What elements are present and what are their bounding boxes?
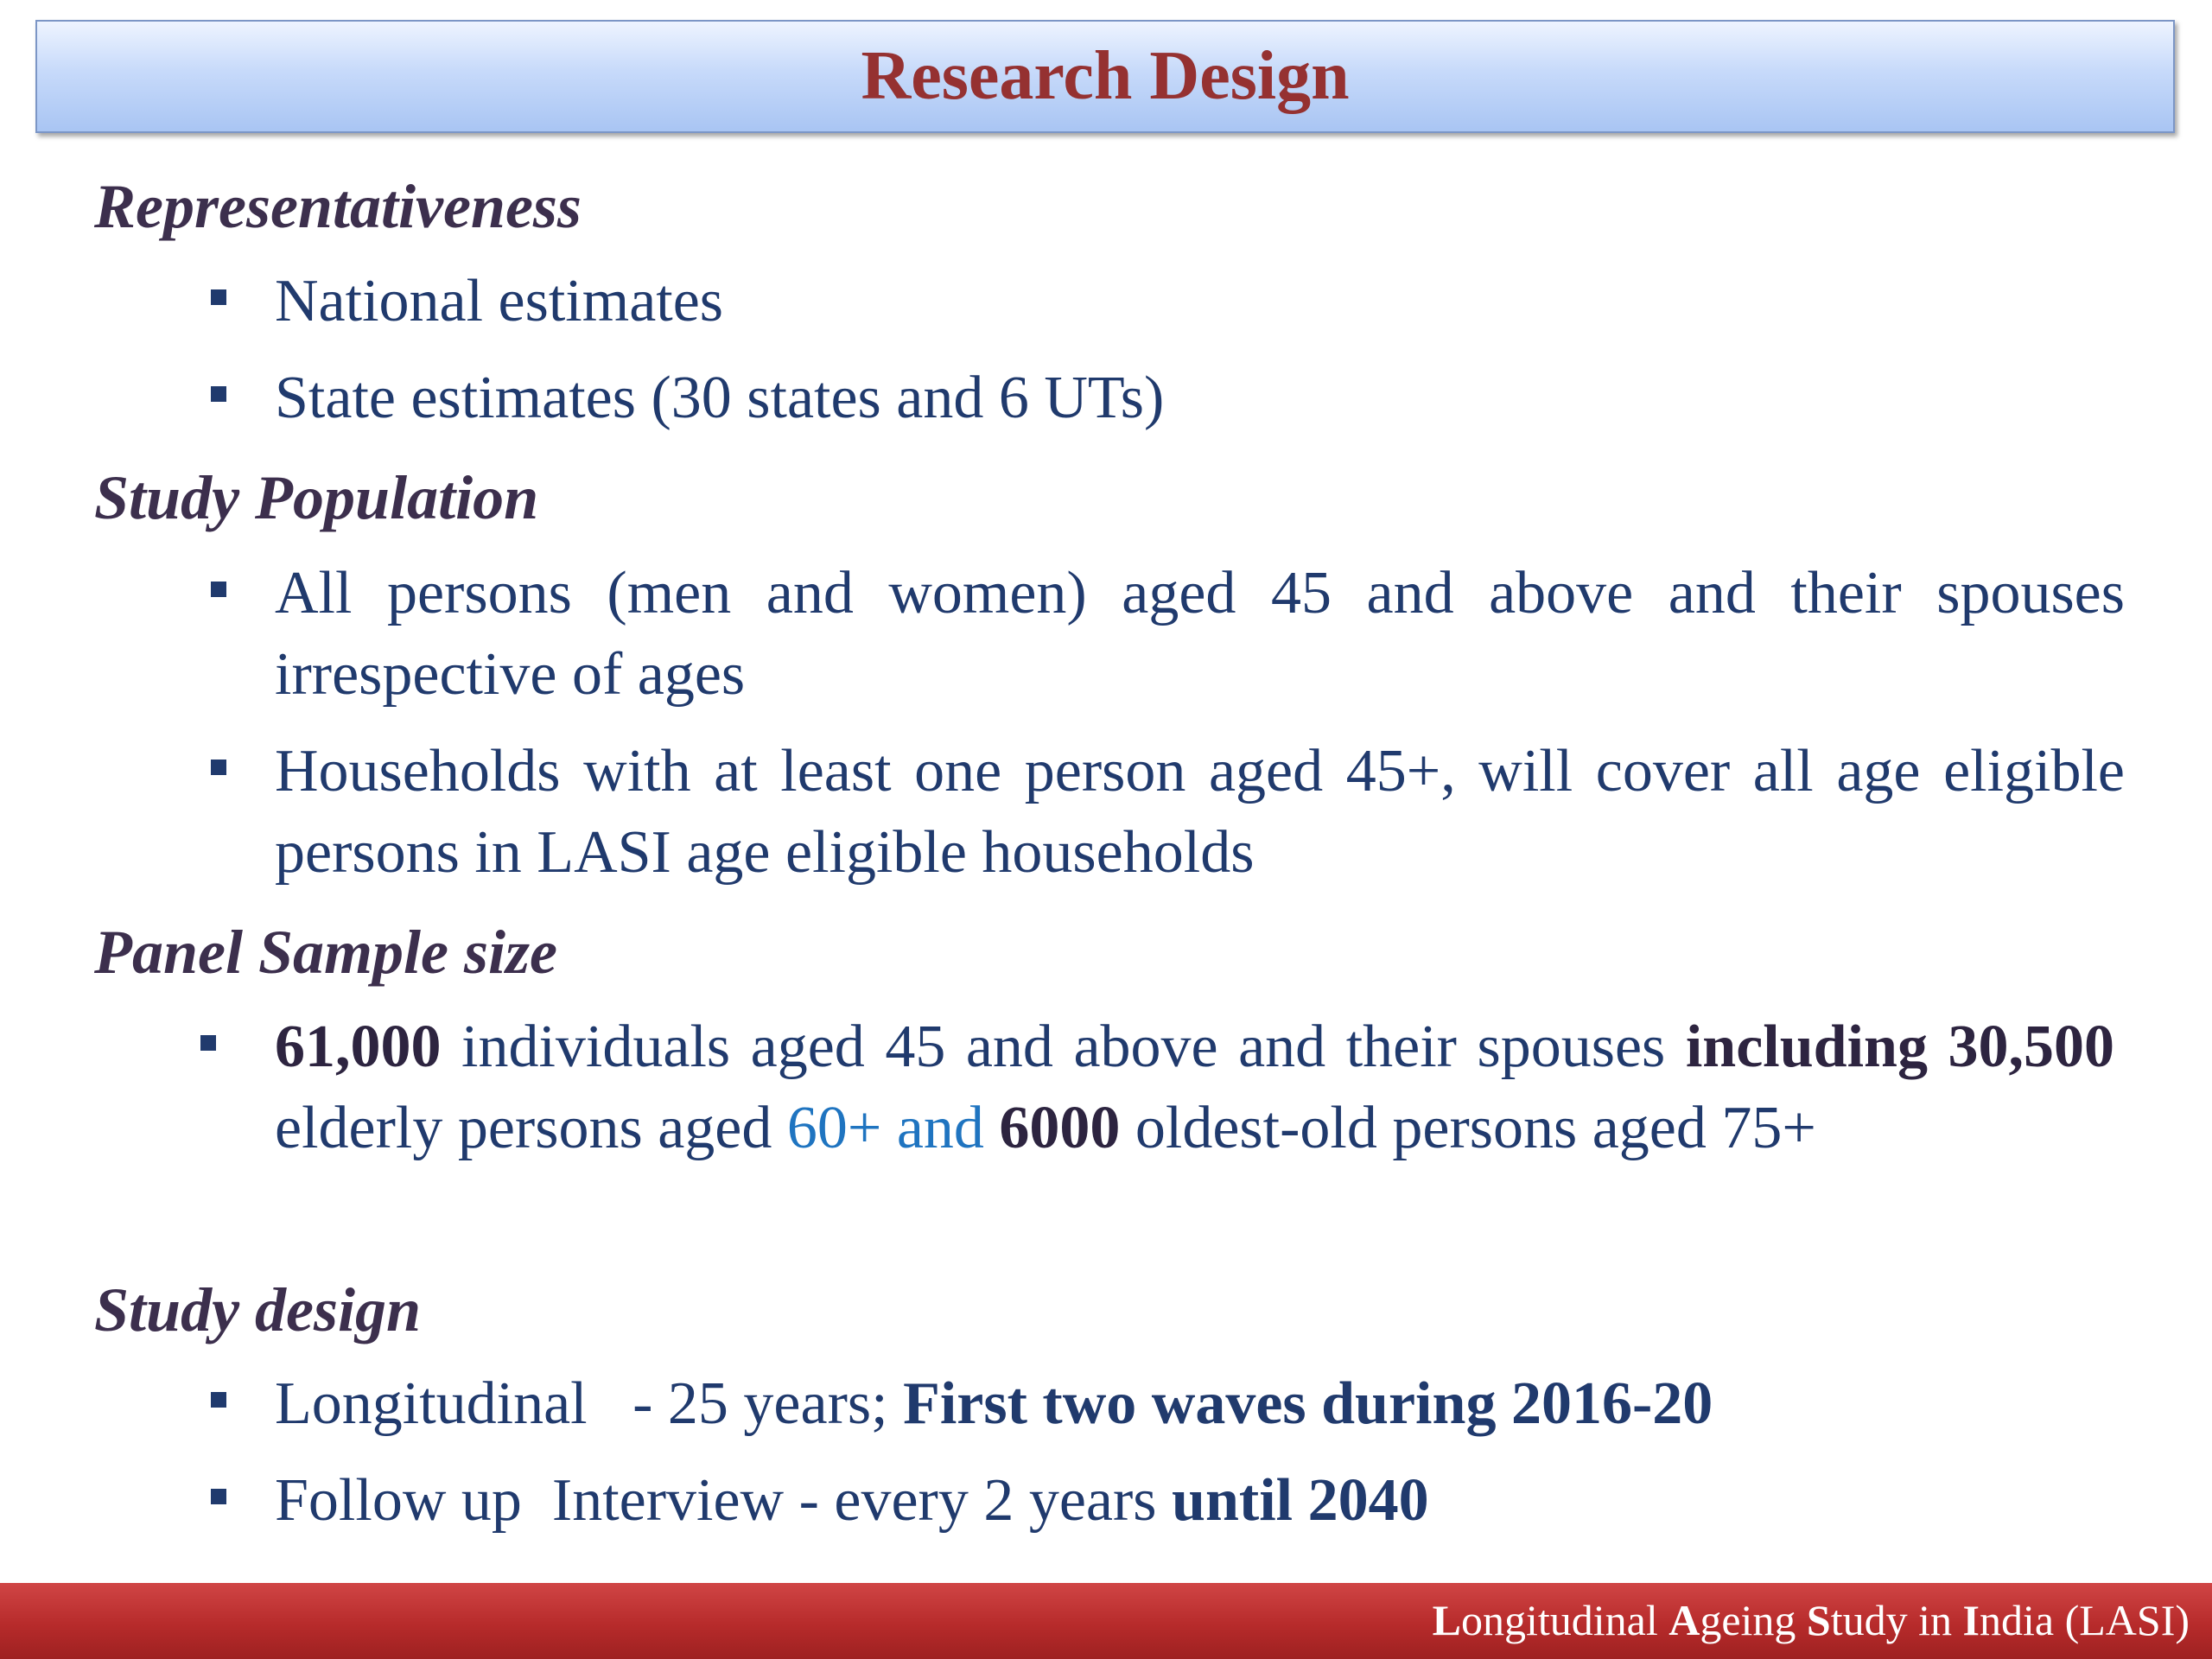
count-elderly: 30,500: [1948, 1014, 2114, 1080]
highlight-60-plus: 60+ and: [786, 1095, 984, 1161]
footer-study-name: Longitudinal Ageing Study in India (LASI): [1432, 1596, 2190, 1644]
bullet-text: Households with at least one person aged 45+, will cover all age eligible persons in LASI age eligible households: [275, 738, 2125, 886]
heading-panel-sample-size: Panel Sample size: [94, 918, 557, 987]
heading-representativeness: Representativeness: [94, 172, 582, 241]
square-bullet-icon: [211, 582, 226, 597]
count-oldest-old: 6000: [999, 1095, 1121, 1161]
bullet-longitudinal: [211, 1363, 2125, 1445]
bullet-text: State estimates (30 states and 6 UTs): [275, 365, 1165, 431]
footer-bar: [0, 1583, 2212, 1659]
bullet-text: Longitudinal - 25 years; First two waves during 2016-20: [275, 1370, 1713, 1437]
bullet-text: All persons (men and women) aged 45 and above and their spouses irrespective of ages: [275, 560, 2125, 708]
square-bullet-icon: [211, 1392, 226, 1408]
bullet-text: National estimates: [275, 268, 724, 334]
square-bullet-icon: [211, 289, 226, 305]
bullet-state-estimates: [211, 358, 2125, 439]
square-bullet-icon: [200, 1035, 216, 1051]
including-label: including: [1685, 1014, 1928, 1080]
square-bullet-icon: [211, 1489, 226, 1504]
bullet-all-persons: [211, 553, 2125, 715]
heading-study-design: Study design: [94, 1275, 422, 1344]
bullet-sample-size: [200, 1007, 2114, 1169]
slide-title: Research Design: [861, 38, 1350, 114]
bullet-follow-up: [211, 1460, 2125, 1541]
count-individuals: 61,000: [275, 1014, 442, 1080]
square-bullet-icon: [211, 760, 226, 775]
bullet-households: [211, 731, 2125, 893]
bullet-national-estimates: [211, 261, 2125, 342]
square-bullet-icon: [211, 386, 226, 402]
bullet-text: 61,000 individuals aged 45 and above and their spouses including 30,500 elderly persons aged 60+ and 6000 oldest-old persons aged 75+: [275, 1014, 2114, 1161]
waves-period: First two waves during 2016-20: [903, 1370, 1713, 1437]
until-year: until 2040: [1172, 1467, 1429, 1534]
bullet-text: Follow up Interview - every 2 years until 2040: [275, 1467, 1429, 1534]
heading-study-population: Study Population: [94, 463, 539, 532]
title-bar: [35, 20, 2175, 133]
